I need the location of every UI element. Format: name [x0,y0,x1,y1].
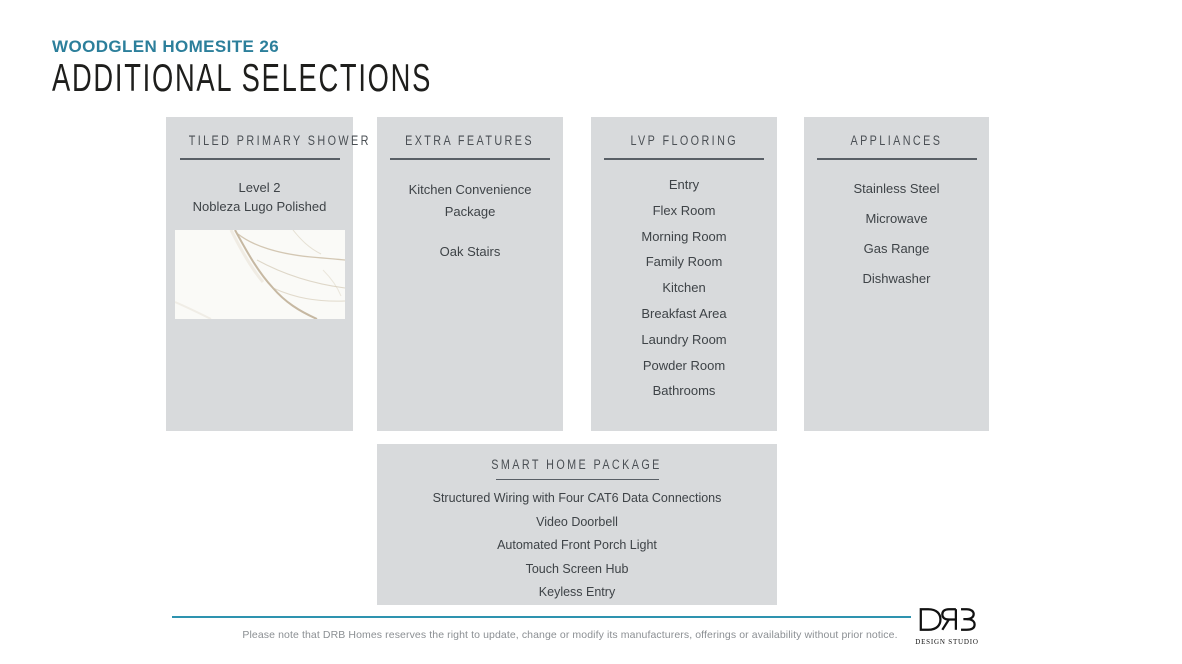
list-item: Family Room [645,254,723,270]
selection-card-lvp-flooring [591,117,777,431]
footer-divider [172,616,911,618]
page-title: ADDITIONAL SELECTIONS [52,57,433,100]
list-item: Oak Stairs [439,243,501,259]
smart-home-list [377,487,777,605]
drb-logo-subtext: DESIGN STUDIO [915,638,979,646]
list-item: Morning Room [641,228,727,244]
card-title: LVP FLOORING [630,133,738,148]
list-item: Gas Range [863,240,930,256]
list-item: Keyless Entry [538,585,616,599]
appliance-list [804,174,989,294]
selection-card-tiled-primary-shower [166,117,371,431]
list-item: Powder Room [642,357,726,373]
list-item: Stainless Steel [853,180,940,196]
selection-card-appliances [804,117,989,431]
list-item: Microwave [865,210,928,226]
list-item: Flex Room [652,202,716,218]
marble-tile-image [175,230,345,319]
list-item: Laundry Room [641,331,727,347]
list-item: Kitchen [662,280,706,296]
card-title-rule [817,158,977,160]
list-item: Entry [668,177,700,192]
selection-card-extra-features [377,117,563,431]
project-name: WOODGLEN HOMESITE 26 [52,37,280,56]
drb-logo [915,607,979,646]
card-title: EXTRA FEATURES [405,133,535,148]
lvp-room-list [591,172,777,404]
card-title: TILED PRIMARY SHOWER [188,133,371,148]
list-item: Structured Wiring with Four CAT6 Data Connections [432,491,722,505]
list-item: Automated Front Porch Light [497,538,657,552]
shower-level-line: Level 2 [238,179,281,195]
card-title-rule [496,479,659,481]
list-item: Bathrooms [652,383,716,399]
list-item: Video Doorbell [536,514,618,529]
card-title-rule [604,158,764,160]
list-item: Dishwasher [862,270,931,286]
card-title: SMART HOME PACKAGE [491,457,663,472]
list-item: Kitchen Convenience Package [408,181,532,219]
card-title: APPLIANCES [850,133,943,148]
list-item: Touch Screen Hub [525,561,629,576]
drb-logo-mark-icon [918,607,976,632]
card-title-rule [180,158,340,160]
shower-product-line: Nobleza Lugo Polished [192,199,327,214]
list-item: Breakfast Area [641,305,727,321]
disclaimer-text: Please note that DRB Homes reserves the right to update, change or modify its manufacturers, offerings or availability without prior notice. [242,629,898,641]
selection-card-smart-home-package [377,444,777,605]
card-title-rule [390,158,550,160]
